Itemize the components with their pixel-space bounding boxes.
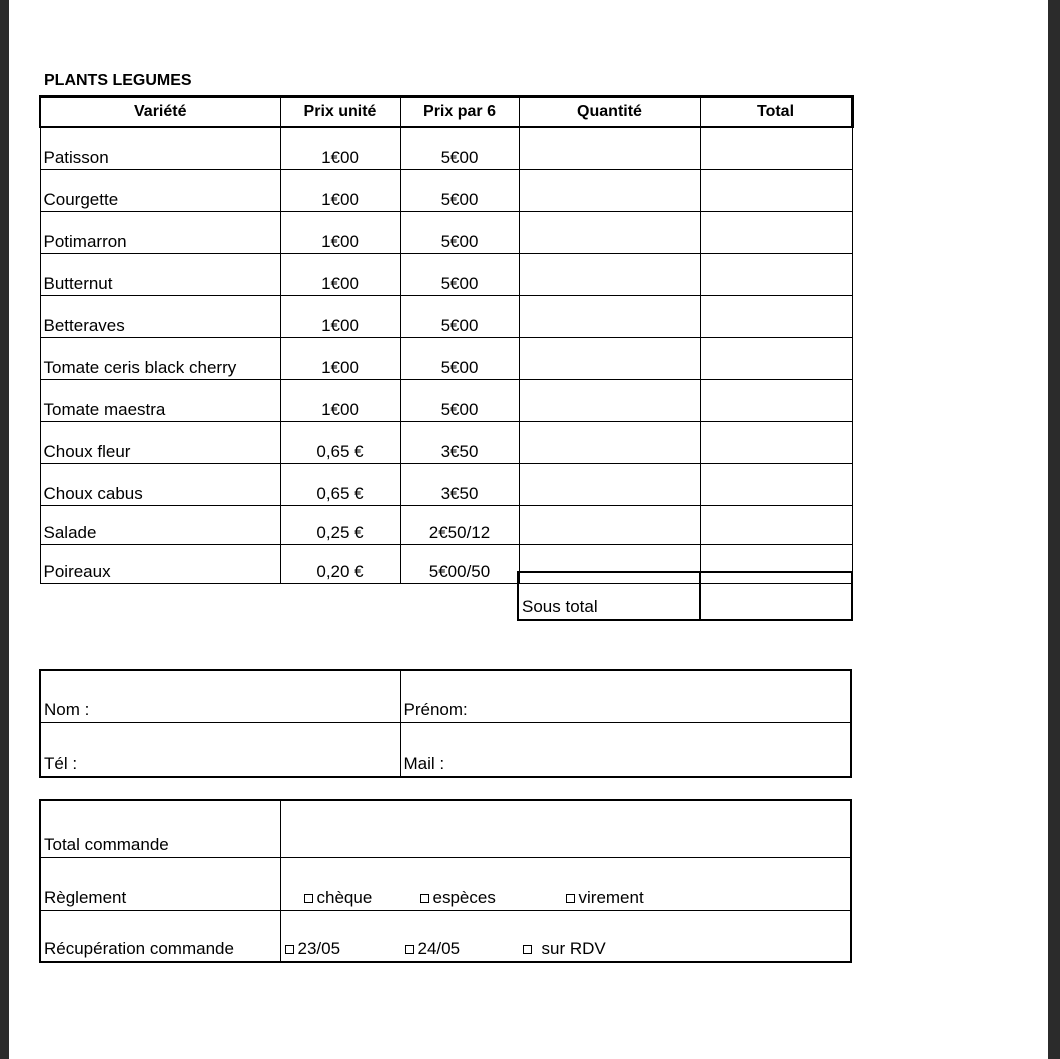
table-row [40,422,852,464]
total-commande-label: Total commande [40,800,280,858]
total-field[interactable] [700,338,852,380]
unit-price-cell: 1€00 [280,127,400,170]
contact-table [39,669,852,778]
unit-price-cell: 1€00 [280,296,400,338]
mail-label: Mail : [403,754,445,773]
checkbox-icon[interactable] [523,945,532,954]
price-per-6-cell: 5€00 [400,170,519,212]
page-title: PLANTS LEGUMES [44,72,192,89]
price-per-6-cell: 5€00 [400,127,519,170]
pickup-option-rdv[interactable]: sur RDV [523,939,606,959]
quantity-field[interactable] [519,212,700,254]
total-field[interactable] [700,127,852,170]
price-per-6-cell: 5€00 [400,338,519,380]
header-unit-price: Prix unité [280,97,400,128]
quantity-field[interactable] [519,380,700,422]
variety-cell: Courgette [40,170,280,212]
total-field[interactable] [700,296,852,338]
quantity-field[interactable] [519,464,700,506]
variety-cell: Choux cabus [40,464,280,506]
unit-price-cell: 0,20 € [280,545,400,584]
table-row [40,464,852,506]
variety-cell: Betteraves [40,296,280,338]
unit-price-cell: 0,65 € [280,464,400,506]
total-field[interactable] [700,506,852,545]
tel-field[interactable] [40,723,400,778]
table-row [40,338,852,380]
unit-price-cell: 1€00 [280,380,400,422]
header-total: Total [700,97,852,128]
table-row [40,254,852,296]
quantity-field[interactable] [519,422,700,464]
table-row [40,127,852,170]
quantity-field[interactable] [519,338,700,380]
unit-price-cell: 0,25 € [280,506,400,545]
recuperation-options [280,911,851,963]
quantity-field[interactable] [519,254,700,296]
total-field[interactable] [700,464,852,506]
unit-price-cell: 1€00 [280,170,400,212]
variety-cell: Choux fleur [40,422,280,464]
unit-price-cell: 1€00 [280,338,400,380]
subtotal-label: Sous total [518,572,700,620]
nom-field[interactable] [40,670,400,723]
variety-cell: Salade [40,506,280,545]
table-header-row [40,97,852,128]
plants-price-table [39,95,854,584]
header-variety: Variété [40,97,280,128]
quantity-field[interactable] [519,296,700,338]
order-table [39,799,852,963]
mail-field[interactable] [400,723,851,778]
prenom-label: Prénom: [403,700,468,719]
variety-cell: Patisson [40,127,280,170]
table-row [40,296,852,338]
variety-cell: Poireaux [40,545,280,584]
price-per-6-cell: 5€00 [400,212,519,254]
table-row [40,212,852,254]
payment-option-especes[interactable]: espèces [420,888,566,908]
variety-cell: Tomate maestra [40,380,280,422]
payment-option-cheque[interactable]: chèque [304,888,420,908]
table-row [40,506,852,545]
checkbox-icon[interactable] [405,945,414,954]
quantity-field[interactable] [519,506,700,545]
checkbox-icon[interactable] [304,894,313,903]
table-row [40,170,852,212]
recuperation-label: Récupération commande [40,911,280,963]
price-per-6-cell: 5€00 [400,380,519,422]
left-border-strip [0,0,9,1059]
total-field[interactable] [700,212,852,254]
price-per-6-cell: 5€00 [400,254,519,296]
price-per-6-cell: 3€50 [400,422,519,464]
total-field[interactable] [700,380,852,422]
variety-cell: Tomate ceris black cherry [40,338,280,380]
pickup-option-2305[interactable]: 23/05 [285,939,405,959]
total-field[interactable] [700,422,852,464]
price-per-6-cell: 3€50 [400,464,519,506]
quantity-field[interactable] [519,127,700,170]
unit-price-cell: 1€00 [280,254,400,296]
table-row [40,380,852,422]
price-per-6-cell: 2€50/12 [400,506,519,545]
reglement-options [280,858,851,911]
prenom-field[interactable] [400,670,851,723]
variety-cell: Potimarron [40,212,280,254]
reglement-label: Règlement [40,858,280,911]
checkbox-icon[interactable] [285,945,294,954]
price-per-6-cell: 5€00 [400,296,519,338]
unit-price-cell: 0,65 € [280,422,400,464]
price-per-6-cell: 5€00/50 [400,545,519,584]
total-commande-field[interactable] [280,800,851,858]
checkbox-icon[interactable] [566,894,575,903]
quantity-field[interactable] [519,170,700,212]
checkbox-icon[interactable] [420,894,429,903]
right-border-strip [1048,0,1060,1059]
total-field[interactable] [700,254,852,296]
pickup-option-2405[interactable]: 24/05 [405,939,523,959]
payment-option-virement[interactable]: virement [566,888,644,908]
nom-label: Nom : [44,700,90,719]
header-quantity: Quantité [519,97,700,128]
unit-price-cell: 1€00 [280,212,400,254]
subtotal-value-field[interactable] [700,572,852,620]
tel-label: Tél : [44,754,78,773]
total-field[interactable] [700,170,852,212]
subtotal-table [517,571,853,621]
variety-cell: Butternut [40,254,280,296]
header-price-per-6: Prix par 6 [400,97,519,128]
